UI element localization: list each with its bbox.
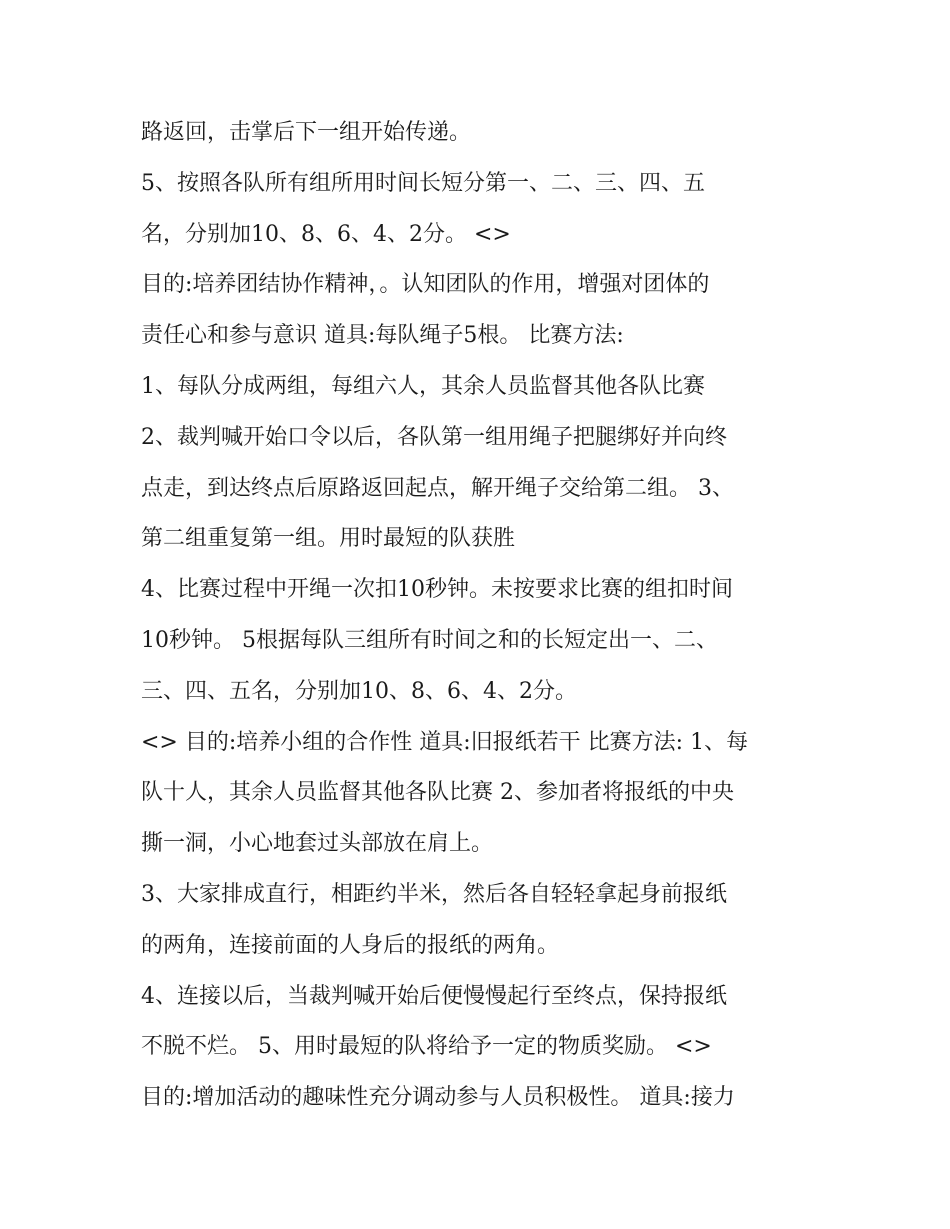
- text-line: 不脱不烂。 5、用时最短的队将给予一定的物质奖励。 <>: [141, 1034, 712, 1060]
- text-line: 2、裁判喊开始口令以后，各队第一组用绳子把腿绑好并向终: [141, 424, 727, 450]
- text-line: 责任心和参与意识 道具:每队绳子5根。 比赛方法:: [141, 323, 624, 349]
- text-line: 4、比赛过程中开绳一次扣10秒钟。未按要求比赛的组扣时间: [141, 577, 733, 603]
- text-line: 路返回，击掌后下一组开始传递。: [141, 120, 472, 145]
- text-line: 1、每队分成两组，每组六人，其余人员监督其他各队比赛: [141, 373, 705, 399]
- text-line: 3、大家排成直行，相距约半米，然后各自轻轻拿起身前报纸: [141, 881, 727, 907]
- text-line: 名，分别加10、8、6、4、2分。 <>: [141, 221, 511, 247]
- text-line: 三、四、五名，分别加10、8、6、4、2分。: [141, 678, 577, 704]
- text-line: 目的:增加活动的趣味性充分调动参与人员积极性。 道具:接力: [141, 1085, 735, 1111]
- text-line: 第二组重复第一组。用时最短的队获胜: [141, 526, 516, 552]
- text-line: 撕一洞，小心地套过头部放在肩上。: [141, 831, 494, 857]
- text-line: 点走，到达终点后原路返回起点，解开绳子交给第二组。 3、: [141, 475, 734, 501]
- text-line: 的两角，连接前面的人身后的报纸的两角。: [141, 932, 560, 958]
- text-line: 10秒钟。 5根据每队三组所有时间之和的长短定出一、二、: [141, 627, 718, 653]
- text-line: 队十人，其余人员监督其他各队比赛 2、参加者将报纸的中央: [141, 780, 734, 806]
- text-line: <> 目的:培养小组的合作性 道具:旧报纸若干 比赛方法: 1、每: [141, 729, 749, 755]
- text-line: 目的:培养团结协作精神，。认知团队的作用，增强对团体的: [141, 272, 710, 298]
- text-line: 4、连接以后，当裁判喊开始后便慢慢起行至终点，保持报纸: [141, 983, 727, 1009]
- document-body-text: [141, 108, 821, 1124]
- text-line: 5、按照各队所有组所用时间长短分第一、二、三、四、五: [141, 170, 705, 196]
